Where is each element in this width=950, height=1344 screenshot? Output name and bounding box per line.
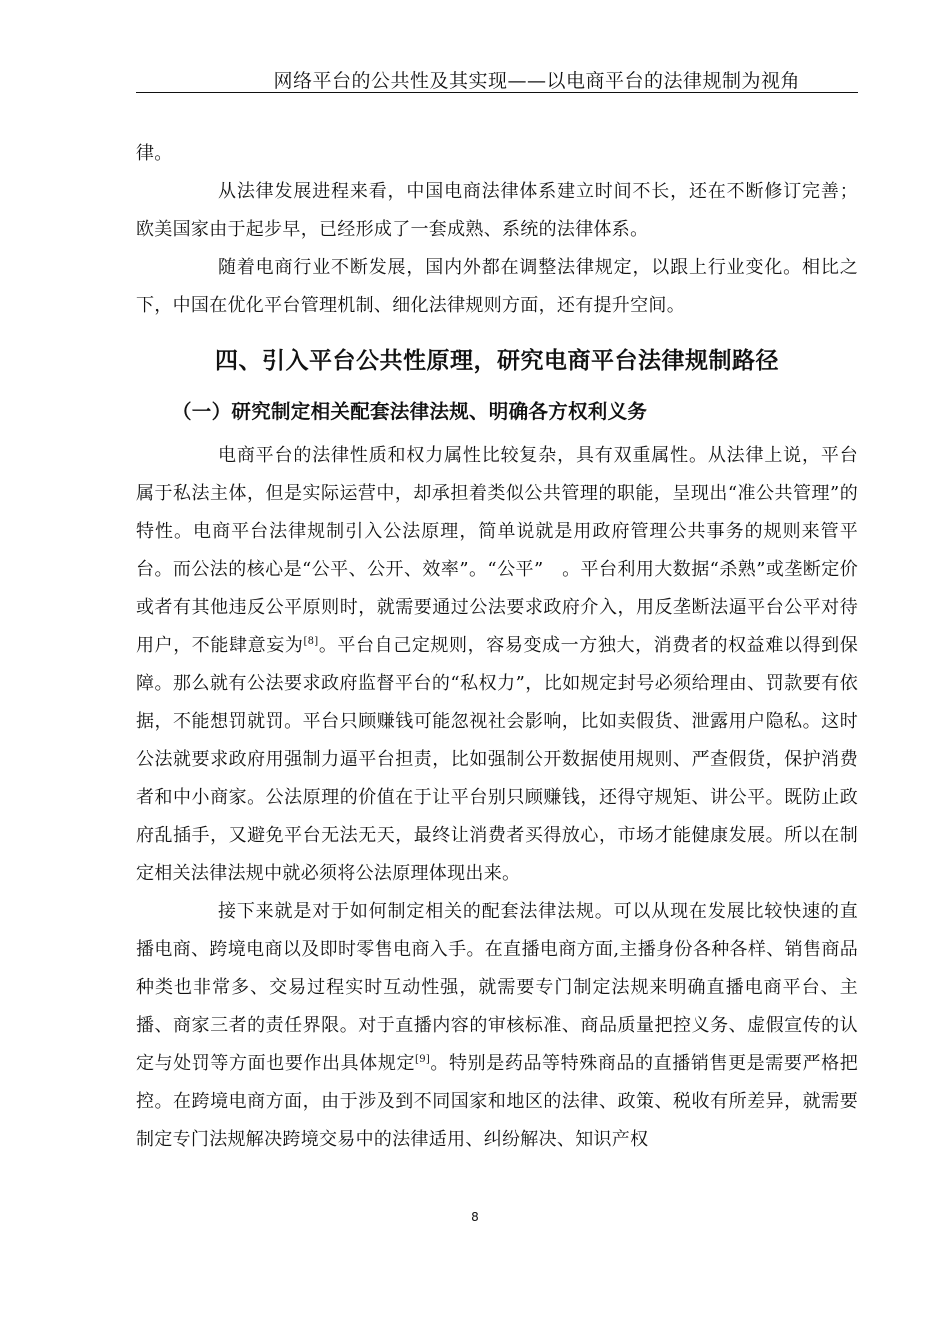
subsection-heading-one: （一）研究制定相关配套法律法规、明确各方权利义务: [172, 400, 648, 423]
citation-mark: [9]: [415, 1054, 431, 1065]
page-number: 8: [471, 1210, 479, 1224]
paragraph-supporting-regulations: [136, 893, 858, 1159]
paragraph-text: 电商平台的法律性质和权力属性比较复杂，具有双重属性。从法律上说，平台属于私法主体，但是实际运营中，却承担着类似公共管理的职能，呈现出“准公共管理”的特性。电商平台法律规制引入公法原理，简单说就是用政府管理公共事务的规则来管平台。而公法的核心是“公平、公开、效率”。“公平” 。平台利用大数据“杀熟”或垄断定价或者有其他违反公平原则时，就需要通过公法要求政府介入，用反垄断法逼平台公平对待用户，不能肆意妄为: [136, 445, 858, 656]
paragraph-text: 。特别是药品等特殊商品的直播销售更是需要严格把控。在跨境电商方面，由于涉及到不同国家和地区的法律、政策、税收有所差异，就需要制定专门法规解决跨境交易中的法律适用、纠纷解决、知识产权: [136, 1053, 858, 1150]
paragraph-public-law-principle: [136, 437, 858, 893]
paragraph-text: 接下来就是对于如何制定相关的配套法律法规。可以从现在发展比较快速的直播电商、跨境电商以及即时零售电商入手。在直播电商方面,主播身份各种各样、销售商品种类也非常多、交易过程实时互动性强，就需要专门制定法规来明确直播电商平台、主播、商家三者的责任界限。对于直播内容的审核标准、商品质量把控义务、虚假宣传的认定与处罚等方面也要作出具体规定: [136, 901, 858, 1074]
section-heading-four: 四、引入平台公共性原理，研究电商平台法律规制路径: [215, 348, 779, 374]
document-body: [136, 135, 858, 1159]
paragraph-industry-change: 随着电商行业不断发展，国内外都在调整法律规定，以跟上行业变化。相比之下，中国在优化平台管理机制、细化法律规则方面，还有提升空间。: [136, 257, 858, 316]
running-header-title: 网络平台的公共性及其实现——以电商平台的法律规制为视角: [273, 70, 800, 92]
paragraph-text: 。平台自己定规则，容易变成一方独大，消费者的权益难以得到保障。那么就有公法要求政府监督平台的“私权力”，比如规定封号必须给理由、罚款要有依据，不能想罚就罚。平台只顾赚钱可能忽视社会影响，比如卖假货、泄露用户隐私。这时公法就要求政府用强制力逼平台担责，比如强制公开数据使用规则、严查假货，保护消费者和中小商家。公法原理的价值在于让平台别只顾赚钱，还得守规矩、讲公平。既防止政府乱插手，又避免平台无法无天，最终让消费者买得放心，市场才能健康发展。所以在制定相关法律法规中就必须将公法原理体现出来。: [136, 635, 859, 884]
header-divider: [136, 92, 858, 93]
citation-mark: [8]: [303, 636, 319, 647]
paragraph-legal-development: 从法律发展进程来看，中国电商法律体系建立时间不长，还在不断修订完善；欧美国家由于起步早，已经形成了一套成熟、系统的法律体系。: [136, 181, 858, 240]
paragraph-continuation: 律。: [136, 143, 173, 164]
